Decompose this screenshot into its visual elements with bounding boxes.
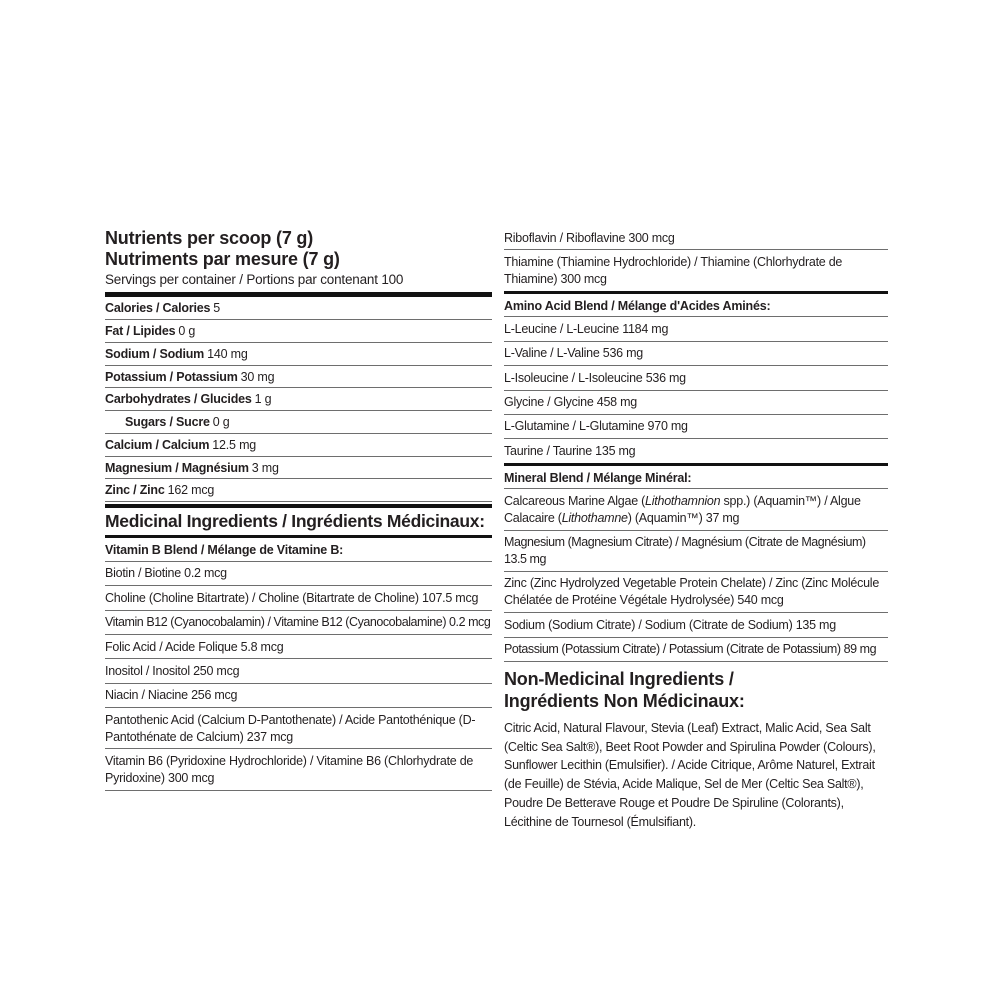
mineral-item-magnesium-citrate: Magnesium (Magnesium Citrate) / Magnésium (Citrate de Magnésium) 13.5 mg — [504, 531, 888, 572]
fact-row-sodium — [105, 343, 492, 366]
fact-value: 140 mg — [207, 346, 248, 361]
fact-label: Carbohydrates / Glucides — [105, 392, 252, 407]
fact-value: 12.5 mg — [212, 437, 257, 452]
fact-value: 30 mg — [240, 369, 275, 384]
algae-text-segment: ) (Aquamin™) 37 mg — [627, 510, 740, 525]
medicinal-ingredients-heading: Medicinal Ingredients / Ingrédients Médicinaux: — [105, 511, 485, 532]
algae-text-segment: Calcareous Marine Algae ( — [504, 493, 646, 508]
fact-value: 5 — [213, 301, 221, 316]
medicinal-item-pantothenic-acid: Pantothenic Acid (Calcium D-Pantothenate) / Acide Pantothénique (D-Pantothénate de Calcium) 237 mcg — [105, 708, 492, 749]
non-medicinal-heading-line2: Ingrédients Non Médicinaux: — [504, 690, 745, 711]
algae-text-segment: spp.) (Aquamin™) / Algue Calacaire ( — [504, 493, 861, 525]
fact-row-carbohydrates — [105, 388, 492, 411]
amino-item-l-valine: L-Valine / L-Valine 536 mg — [504, 342, 888, 366]
servings-per-container: Servings per container / Portions par contenant 100 — [105, 272, 404, 288]
fact-label: Fat / Lipides — [105, 324, 176, 339]
amino-item-l-isoleucine: L-Isoleucine / L-Isoleucine 536 mg — [504, 366, 888, 390]
fact-label: Sugars / Sucre — [125, 415, 210, 430]
mineral-item-calcareous-marine-algae — [504, 489, 888, 530]
medicinal-item-vitamin-b6: Vitamin B6 (Pyridoxine Hydrochloride) / Vitamine B6 (Chlorhydrate de Pyridoxine) 300 mcg — [105, 749, 492, 790]
fact-label: Calcium / Calcium — [105, 437, 210, 452]
fact-value: 3 mg — [251, 460, 279, 475]
fact-label: Potassium / Potassium — [105, 369, 238, 384]
amino-acid-blend-heading: Amino Acid Blend / Mélange d'Acides Aminés: — [504, 294, 888, 318]
fact-row-calcium — [105, 434, 492, 457]
fact-row-magnesium — [105, 457, 492, 480]
vitamin-b-blend-heading: Vitamin B Blend / Mélange de Vitamine B: — [105, 538, 492, 562]
mineral-item-zinc-chelate: Zinc (Zinc Hydrolyzed Vegetable Protein Chelate) / Zinc (Zinc Molécule Chélatée de Protéine Végétale Hydrolysée) 540 mcg — [504, 572, 888, 613]
non-medicinal-heading-line1: Non-Medicinal Ingredients / — [504, 668, 734, 689]
mineral-item-potassium-citrate: Potassium (Potassium Citrate) / Potassium (Citrate de Potassium) 89 mg — [504, 638, 888, 662]
algae-latin-name: Lithothamne — [561, 510, 628, 525]
non-medicinal-ingredients-heading — [504, 669, 888, 713]
medicinal-item-thiamine: Thiamine (Thiamine Hydrochloride) / Thiamine (Chlorhydrate de Thiamine) 300 mcg — [504, 254, 843, 286]
medicinal-item-inositol: Inositol / Inositol 250 mcg — [105, 659, 492, 683]
fact-row-potassium — [105, 366, 492, 389]
fact-value: 1 g — [254, 392, 272, 407]
algae-latin-name: Lithothamnion — [645, 493, 721, 508]
fact-label: Sodium / Sodium — [105, 346, 205, 361]
fact-label: Calories / Calories — [105, 301, 211, 316]
medicinal-item-biotin: Biotin / Biotine 0.2 mcg — [105, 562, 492, 586]
nutrition-facts-right-column — [504, 226, 888, 831]
nutrition-facts-left-column — [105, 228, 492, 791]
medicinal-item-niacin: Niacin / Niacine 256 mcg — [105, 684, 492, 708]
amino-item-glycine: Glycine / Glycine 458 mg — [504, 391, 888, 415]
medicinal-item-vitamin-b12: Vitamin B12 (Cyanocobalamin) / Vitamine B12 (Cyanocobalamine) 0.2 mcg — [105, 611, 492, 635]
amino-item-l-glutamine: L-Glutamine / L-Glutamine 970 mg — [504, 415, 888, 439]
medicinal-item-folic-acid: Folic Acid / Acide Folique 5.8 mcg — [105, 635, 492, 659]
amino-item-taurine: Taurine / Taurine 135 mg — [504, 443, 636, 458]
fact-label: Zinc / Zinc — [105, 483, 165, 498]
title-nutrients-per-scoop-en: Nutrients per scoop (7 g) — [105, 228, 314, 248]
fact-row-calories — [105, 297, 492, 320]
mineral-item-sodium-citrate: Sodium (Sodium Citrate) / Sodium (Citrate de Sodium) 135 mg — [504, 613, 888, 637]
title-nutrients-per-scoop-fr: Nutriments par mesure (7 g) — [105, 248, 340, 269]
amino-item-l-leucine: L-Leucine / L-Leucine 1184 mg — [504, 317, 888, 341]
fact-row-sugars — [105, 411, 492, 434]
fact-value: 0 g — [178, 324, 196, 339]
medicinal-item-choline: Choline (Choline Bitartrate) / Choline (Bitartrate de Choline) 107.5 mcg — [105, 586, 492, 610]
fact-row-zinc — [105, 479, 492, 502]
fact-row-fat — [105, 320, 492, 343]
medicinal-item-riboflavin: Riboflavin / Riboflavine 300 mcg — [504, 226, 888, 250]
fact-label: Magnesium / Magnésium — [105, 460, 249, 475]
mineral-blend-heading: Mineral Blend / Mélange Minéral: — [504, 466, 888, 490]
fact-value: 0 g — [212, 415, 230, 430]
non-medicinal-ingredients-text: Citric Acid, Natural Flavour, Stevia (Leaf) Extract, Malic Acid, Sea Salt (Celtic Sea Salt®), Beet Root Powder and Spirulina Powder (Colours), Sunflower Lecithin (Emulsifier). / Acide Citrique, Arôme Naturel, Extrait (de Feuille) de Stévia, Acide Malique, Sel de Mer (Celtic Sea Salt®), Poudre De Betterave Rouge et Poudre De Spiruline (Colorants), Lécithine de Tournesol (Émulsifiant). — [504, 720, 876, 829]
fact-value: 162 mcg — [167, 483, 215, 498]
